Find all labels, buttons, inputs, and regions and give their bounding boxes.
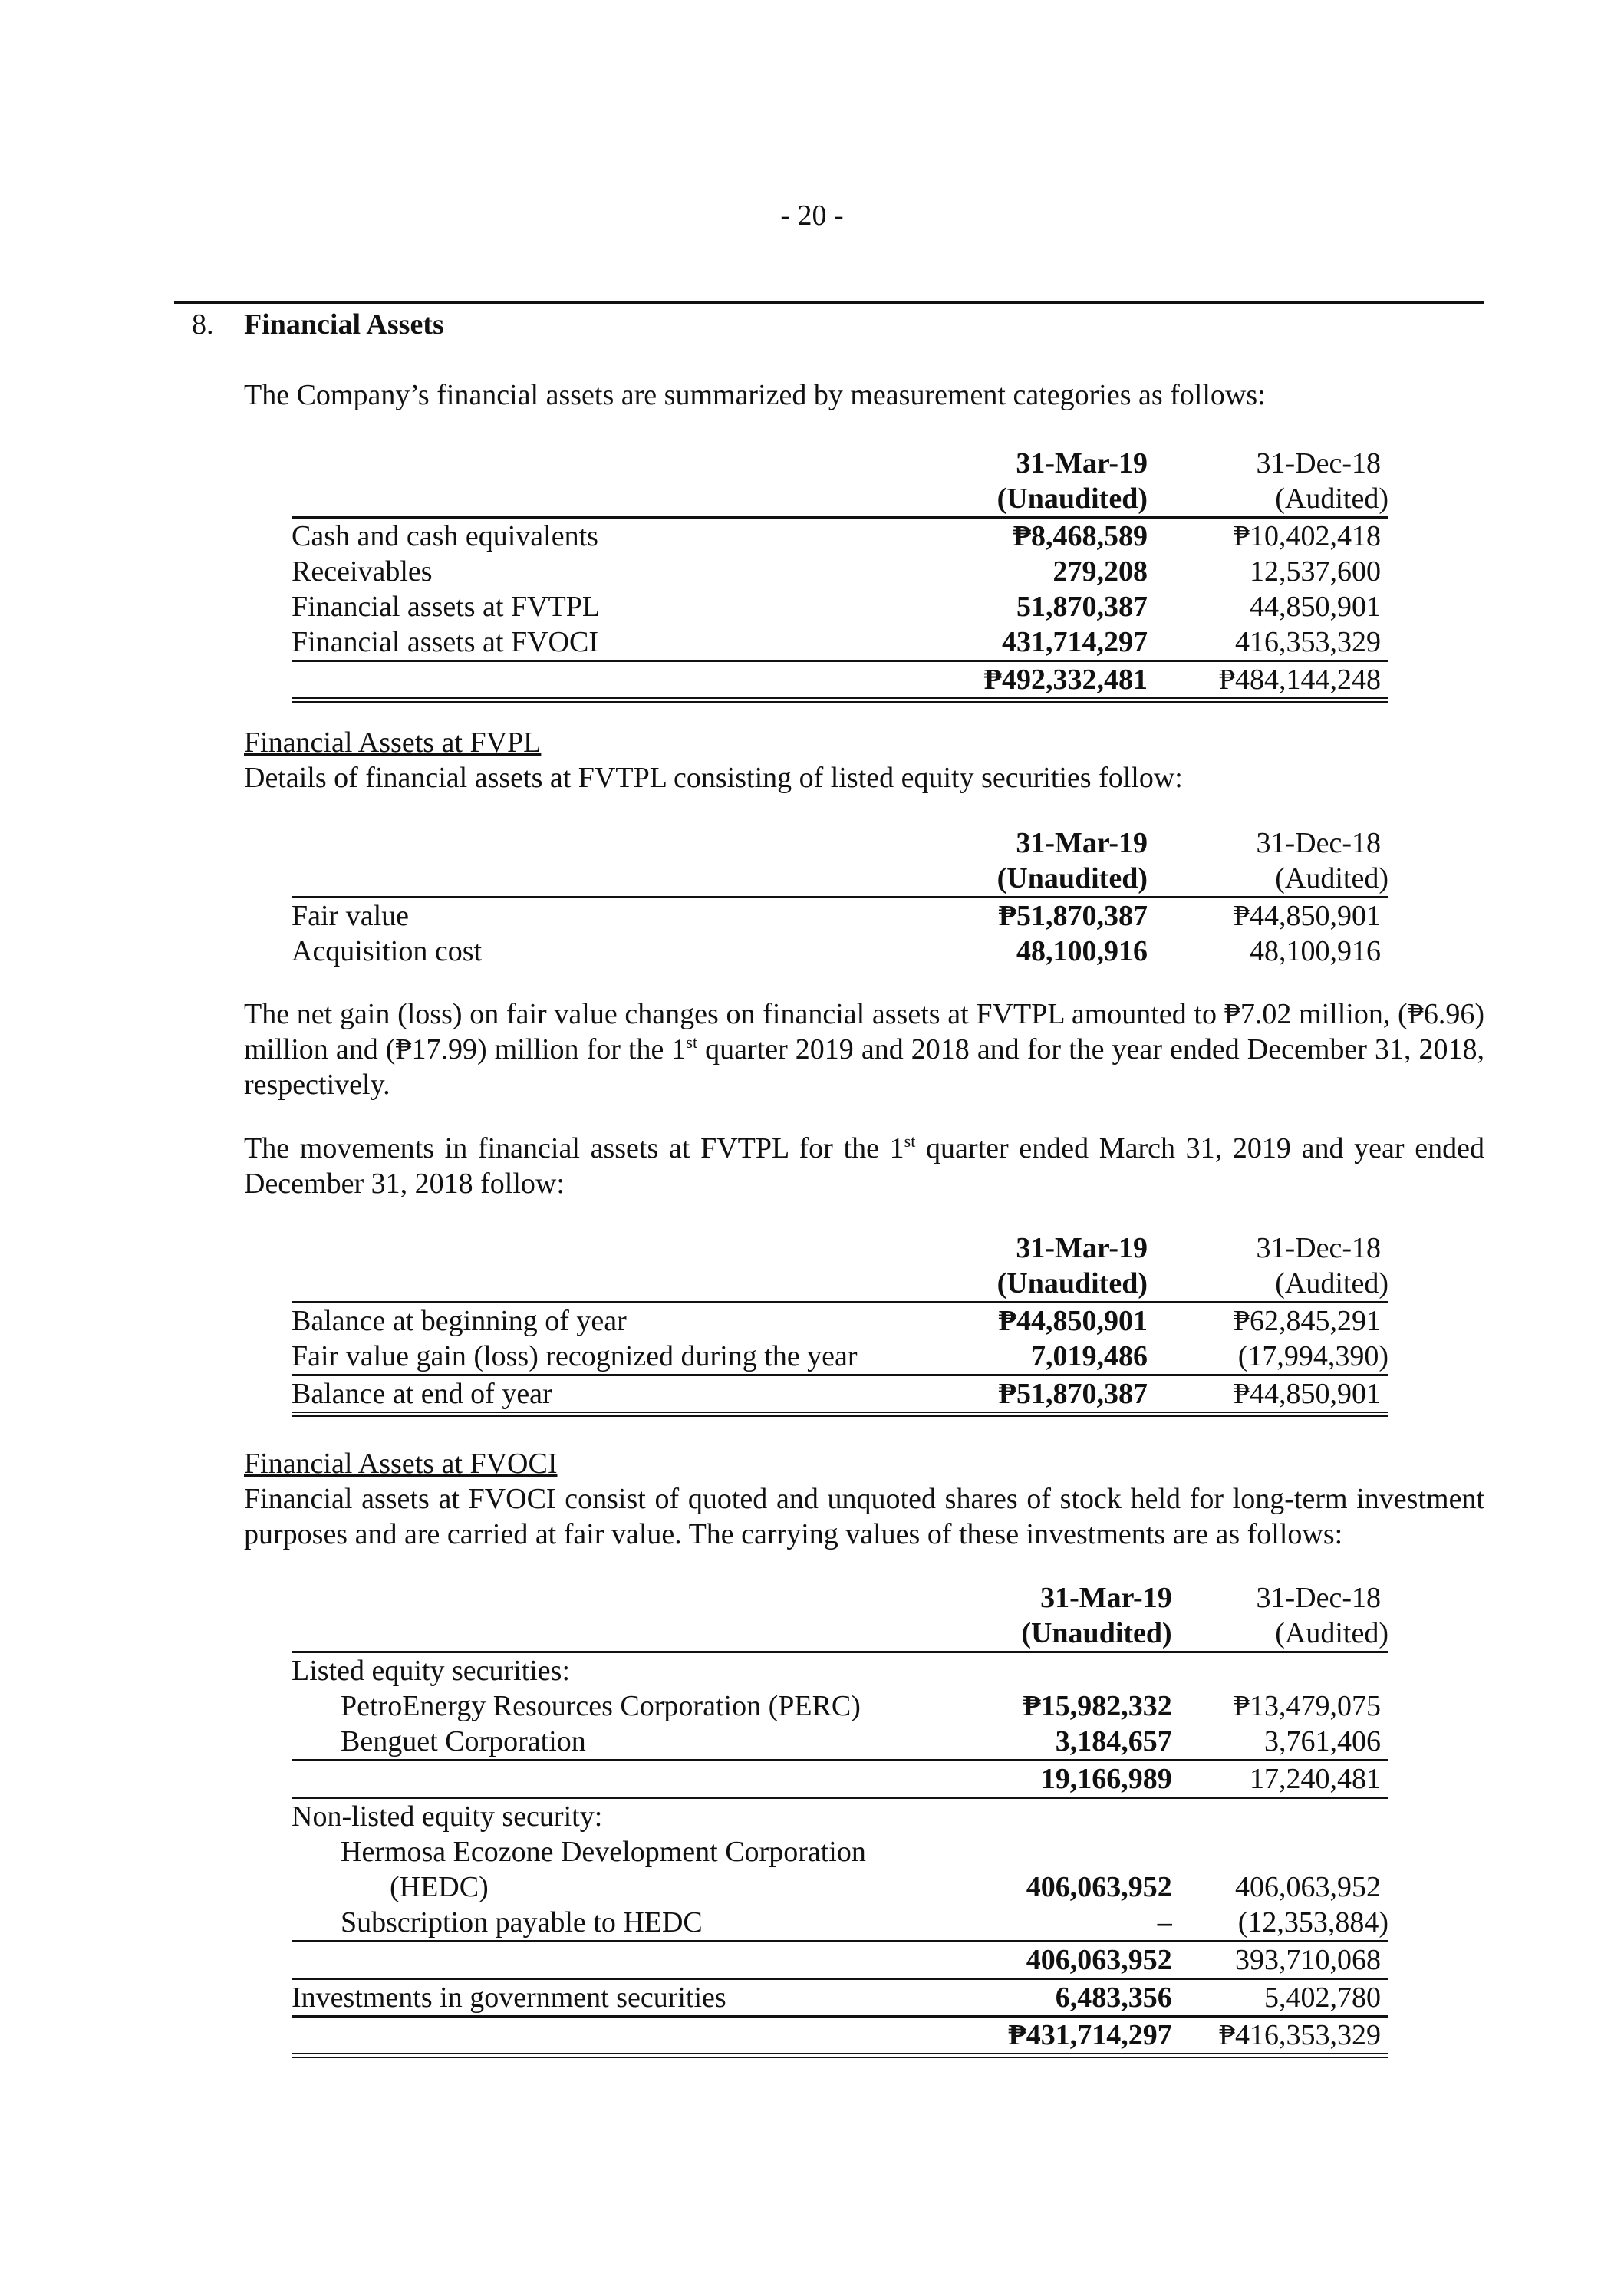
table-row [292,624,1388,661]
value-prior: (12,353,884) [1172,1905,1388,1942]
header-blank [292,446,967,481]
value-current [996,1652,1171,1689]
row-label: Listed equity securities: [292,1655,571,1687]
row-label [292,2017,996,2056]
value-prior: 44,850,901 [1250,591,1381,623]
value-current: ₱8,468,589 [1013,520,1148,552]
value-prior: ₱13,479,075 [1233,1690,1381,1722]
value-current: ₱492,332,481 [967,661,1148,700]
value-prior: 5,402,780 [1172,1979,1388,2017]
header-blank [292,1616,996,1652]
header-blank [292,861,967,898]
table-row [292,1979,1388,2017]
value-current: 51,870,387 [1016,591,1148,623]
fvoci-heading: Financial Assets at FVOCI [244,1448,558,1480]
header-row [292,825,1388,861]
value-prior: 17,240,481 [1172,1761,1388,1798]
header-row [292,1580,1388,1616]
value-prior [1172,1652,1388,1689]
header-blank [292,825,967,861]
value-prior: 416,353,329 [1148,624,1388,661]
section-number: 8. [192,308,214,341]
value-current: 48,100,916 [1016,935,1148,967]
subtotal-row [292,1942,1388,1979]
header-current: 31-Mar-19 [1016,1232,1148,1264]
table-row [292,1869,1388,1905]
row-label [292,661,967,700]
value-prior: (17,994,390) [1148,1339,1388,1375]
value-current: 6,483,356 [996,1979,1171,2017]
value-current: ₱431,714,297 [996,2017,1171,2056]
row-label: Hermosa Ecozone Development Corporation [341,1836,866,1868]
movement-paragraph: The movements in financial assets at FVTPL for the 1st quarter ended March 31, 2019 and year ended December 31, 2018 follow: [244,1132,1484,1200]
table-row [292,1303,1388,1339]
row-label: (HEDC) [390,1871,489,1903]
header-prior: (Audited) [1172,1616,1388,1652]
value-current: 19,166,989 [996,1761,1171,1798]
value-prior: 393,710,068 [1172,1942,1388,1979]
movement-table [292,1230,1388,1417]
header-current: 31-Mar-19 [1016,447,1148,479]
value-prior [1172,1798,1388,1835]
header-blank [292,1230,967,1266]
row-label: Cash and cash equivalents [292,520,598,552]
header-row [292,1230,1388,1266]
value-prior: ₱484,144,248 [1148,661,1388,700]
row-label [292,1761,996,1798]
table-row [292,1688,1388,1724]
table-row [292,1724,1388,1761]
value-current: ₱44,850,901 [998,1305,1148,1337]
table-row [292,934,1388,969]
fvoci-table [292,1580,1388,2058]
value-prior: 406,063,952 [1235,1871,1381,1903]
table-row [292,1798,1388,1835]
row-label: Fair value [292,900,410,932]
row-label: Non-listed equity security: [292,1800,603,1833]
fvpl-text: Details of financial assets at FVTPL consisting of listed equity securities follow: [244,762,1183,794]
row-label: Financial assets at FVTPL [292,591,601,623]
header-blank [292,1266,967,1303]
value-current: 406,063,952 [996,1942,1171,1979]
value-current: ₱51,870,387 [967,1375,1148,1415]
value-current [996,1834,1171,1869]
intro-text: The Company’s financial assets are summarized by measurement categories as follows: [244,379,1266,411]
table-row [292,1905,1388,1942]
value-prior: ₱44,850,901 [1233,900,1381,932]
row-label: Investments in government securities [292,1979,996,2017]
header-row [292,481,1388,518]
header-row [292,446,1388,481]
summary-table [292,446,1388,703]
table-row [292,1339,1388,1375]
value-prior: 12,537,600 [1250,555,1381,588]
table-row [292,898,1388,934]
header-prior: (Audited) [1148,861,1388,898]
row-label: Balance at end of year [292,1375,967,1415]
page-number: - 20 - [780,199,844,232]
header-prior: 31-Dec-18 [1256,1582,1381,1614]
header-row [292,1616,1388,1652]
row-label: Receivables [292,555,433,588]
header-blank [292,481,967,518]
value-prior: ₱44,850,901 [1148,1375,1388,1415]
header-prior: (Audited) [1148,481,1388,518]
row-label: Benguet Corporation [292,1724,996,1761]
table-row [292,554,1388,589]
header-row [292,1266,1388,1303]
section-divider [174,301,1484,304]
row-label: PetroEnergy Resources Corporation (PERC) [341,1690,861,1722]
value-prior: ₱62,845,291 [1233,1305,1381,1337]
table-row [292,1834,1388,1869]
value-prior: 48,100,916 [1250,935,1381,967]
fvpl-heading: Financial Assets at FVPL [244,726,542,759]
table-row [292,1652,1388,1689]
header-blank [292,1580,996,1616]
table-row [292,1375,1388,1415]
value-current: 279,208 [1052,555,1148,588]
header-row [292,861,1388,898]
header-current: (Unaudited) [967,1266,1148,1303]
header-current: (Unaudited) [967,861,1148,898]
header-current: 31-Mar-19 [1040,1582,1172,1614]
table-row [292,518,1388,555]
value-prior: 3,761,406 [1172,1724,1388,1761]
subtotal-row [292,661,1388,700]
fvpl-table [292,825,1388,969]
value-current: – [996,1905,1171,1942]
row-label: Subscription payable to HEDC [292,1905,996,1942]
gain-paragraph: The net gain (loss) on fair value changes on financial assets at FVTPL amounted to ₱7.02 million, (₱6.96) million and (₱17.99) million for the 1st quarter 2019 and 2018 and for the year ended December 31, 2018, respectively. [244,998,1484,1101]
table-row [292,589,1388,624]
fvoci-text: Financial assets at FVOCI consist of quoted and unquoted shares of stock held for long-term investment purposes and are carried at fair value. The carrying values of these investments are as follows: [244,1483,1484,1550]
value-prior [1172,1834,1388,1869]
header-prior: 31-Dec-18 [1256,447,1381,479]
value-current: ₱51,870,387 [998,900,1148,932]
value-current: 3,184,657 [996,1724,1171,1761]
row-label: Financial assets at FVOCI [292,624,967,661]
row-label: Acquisition cost [292,935,483,967]
subtotal-row [292,2017,1388,2056]
value-current: ₱15,982,332 [1023,1690,1172,1722]
row-label [292,1942,996,1979]
value-prior: ₱10,402,418 [1233,520,1381,552]
header-prior: 31-Dec-18 [1256,1232,1381,1264]
value-current: 7,019,486 [967,1339,1148,1375]
value-current [996,1798,1171,1835]
header-prior: 31-Dec-18 [1256,827,1381,859]
value-prior: ₱416,353,329 [1172,2017,1388,2056]
value-current: 406,063,952 [1026,1871,1172,1903]
subtotal-row [292,1761,1388,1798]
header-current: (Unaudited) [996,1616,1171,1652]
section-title: Financial Assets [244,308,444,341]
row-label: Fair value gain (loss) recognized during the year [292,1339,967,1375]
row-label: Balance at beginning of year [292,1305,627,1337]
header-prior: (Audited) [1148,1266,1388,1303]
header-current: (Unaudited) [967,481,1148,518]
header-current: 31-Mar-19 [1016,827,1148,859]
value-current: 431,714,297 [967,624,1148,661]
